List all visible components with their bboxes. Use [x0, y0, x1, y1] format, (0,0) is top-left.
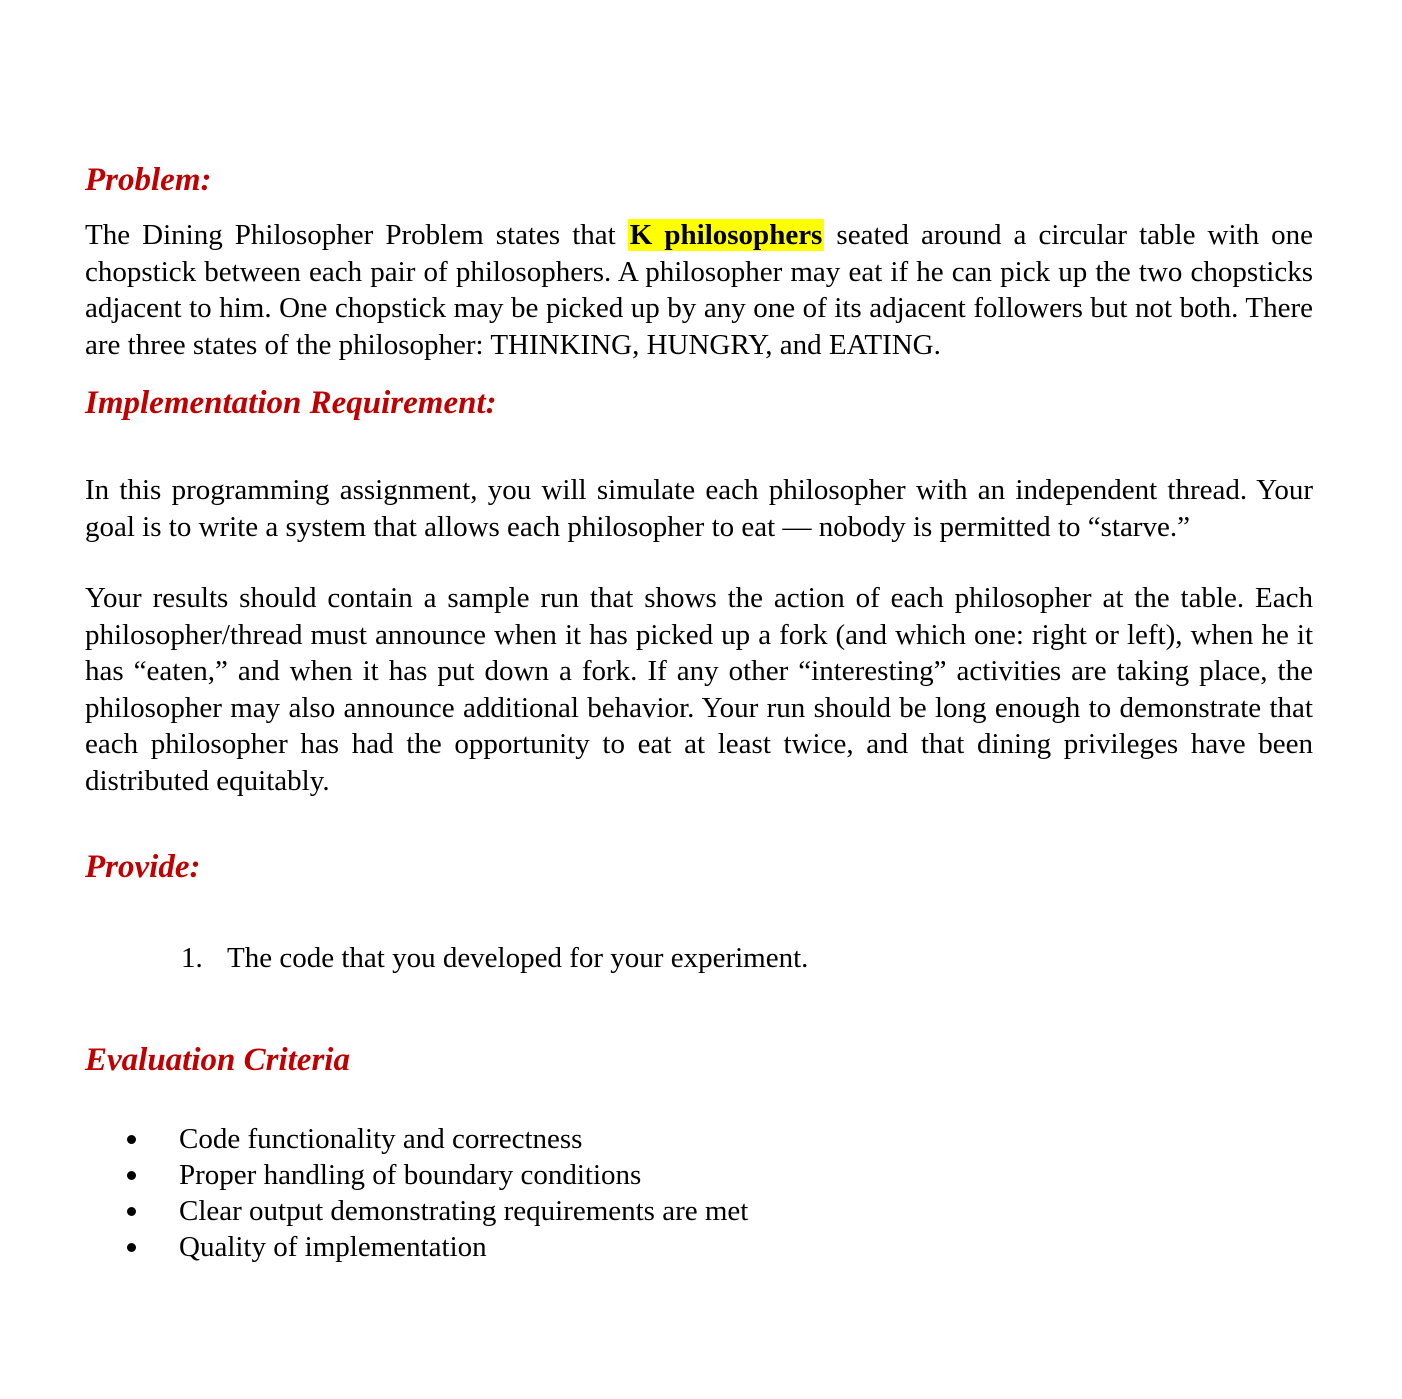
list-item	[85, 1121, 1313, 1157]
problem-heading: Problem:	[85, 162, 212, 198]
evaluation-heading: Evaluation Criteria	[85, 1042, 350, 1078]
list-item-text: The code that you developed for your experiment.	[227, 942, 809, 974]
list-item-text: Proper handling of boundary conditions	[179, 1159, 642, 1191]
list-item-text: Code functionality and correctness	[179, 1123, 583, 1155]
implementation-paragraph-1: In this programming assignment, you will simulate each philosopher with an independent thread. Your goal is to write a system that allows each philosopher to eat — nobody is permitted to “starve.”	[85, 474, 1313, 543]
list-item	[85, 1157, 1313, 1193]
provide-list	[85, 940, 1313, 976]
list-item-text: Quality of implementation	[179, 1231, 487, 1263]
provide-heading: Provide:	[85, 849, 201, 885]
evaluation-list	[85, 1121, 1313, 1265]
bullet-icon	[127, 1207, 136, 1216]
document-page	[85, 160, 1313, 1265]
list-item	[85, 1229, 1313, 1265]
highlighted-term: K philosophers	[629, 219, 823, 251]
problem-text-before: The Dining Philosopher Problem states that	[85, 219, 628, 251]
implementation-heading: Implementation Requirement:	[85, 385, 497, 421]
list-item	[85, 1193, 1313, 1229]
bullet-icon	[127, 1243, 136, 1252]
bullet-icon	[127, 1171, 136, 1180]
problem-text-after: seated around a circular table with one chopstick between each pair of philosophers. A philosopher may eat if he can pick up the two chopsticks adjacent to him. One chopstick may be picked up by any one of its adjacent followers but not both. There are three states of the philosopher: THINKING, HUNGRY, and EATING.	[85, 219, 1314, 361]
list-item	[85, 940, 1313, 976]
list-item-text: Clear output demonstrating requirements are met	[179, 1195, 749, 1227]
implementation-paragraph-2: Your results should contain a sample run that shows the action of each philosopher at the table. Each philosopher/thread must announce when it has picked up a fork (and which one: right or left), when he it has “eaten,” and when it has put down a fork. If any other “interesting” activities are taking place, the philosopher may also announce additional behavior. Your run should be long enough to demonstrate that each philosopher has had the opportunity to eat at least twice, and that dining privileges have been distributed equitably.	[85, 582, 1313, 797]
bullet-icon	[127, 1135, 136, 1144]
problem-paragraph	[85, 217, 1313, 363]
list-item-number: 1.	[181, 942, 203, 974]
